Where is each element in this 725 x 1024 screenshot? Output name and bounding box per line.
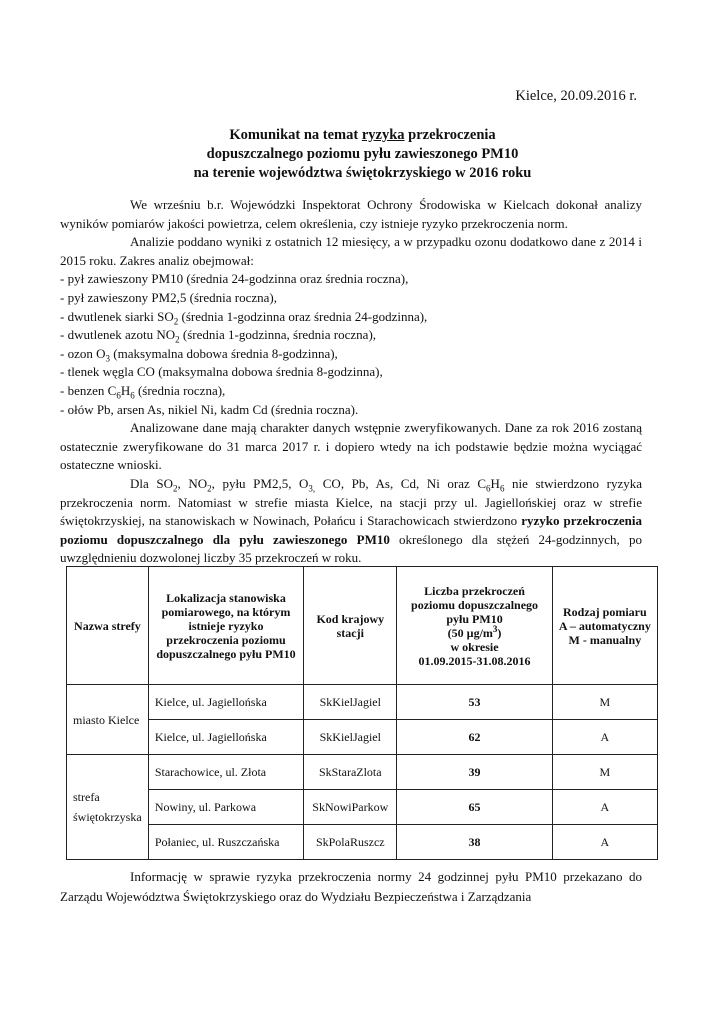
zone-cell — [67, 755, 149, 860]
pollutant-list — [60, 270, 642, 419]
header-type-line: M - manualny — [568, 632, 642, 647]
location-cell: Kielce, ul. Jagiellońska — [148, 685, 303, 720]
text: CO, Pb, As, Cd, Ni oraz C — [315, 475, 487, 491]
list-text: - dwutlenek azotu NO — [60, 327, 176, 343]
count-cell: 65 — [397, 790, 552, 825]
list-text: - dwutlenek siarki SO — [60, 308, 174, 324]
header-count-line: w okresie — [450, 639, 499, 654]
count-cell: 53 — [397, 685, 552, 720]
text: Dla SO — [130, 475, 173, 491]
title-line-1 — [60, 126, 665, 145]
list-text: (średnia roczna), — [134, 382, 226, 398]
document-body — [60, 196, 642, 568]
list-item — [60, 326, 642, 345]
zone-line: strefa — [73, 790, 100, 804]
unit-text: ) — [497, 625, 502, 640]
subscript: 2 — [173, 316, 179, 327]
subscript: 3 — [105, 353, 110, 364]
code-cell: SkKielJagiel — [304, 720, 397, 755]
paragraph-findings — [60, 475, 642, 568]
title-line-2: dopuszczalnego poziomu pyłu zawieszonego PM10 — [206, 146, 519, 162]
list-text: (średnia 1-godzinna, średnia roczna), — [179, 327, 377, 343]
list-text: - benzen C — [60, 382, 117, 398]
unit-text: (50 µg/m — [447, 625, 493, 640]
code-cell: SkStaraZlota — [304, 755, 397, 790]
code-cell: SkKielJagiel — [304, 685, 397, 720]
header-code: Kod krajowy stacji — [304, 567, 397, 685]
type-cell: M — [552, 685, 657, 720]
paragraph-verification: Analizowane dane mają charakter danych wstępnie zweryfikowanych. Dane za rok 2016 zostaną ostatecznie zweryfikowane do 31 marca 2017 r. i dopiero wtedy na ich podstawie będzie można wyciągać ostateczne wnioski. — [60, 420, 642, 473]
header-zone: Nazwa strefy — [67, 567, 149, 685]
paragraph-scope: Analizie poddano wyniki z ostatnich 12 miesięcy, a w przypadku ozonu dodatkowo dane z 2014 i 2015 roku. Zakres analiz obejmował: — [60, 234, 642, 268]
list-item — [60, 345, 642, 364]
count-cell: 38 — [397, 825, 552, 860]
list-item: - tlenek węgla CO (maksymalna dobowa średnia 8-godzinna), — [60, 364, 383, 380]
text: , NO — [177, 475, 208, 491]
text: określonego dla stężeń 24-godzinnych, po uwzględnieniu dozwolonej liczby 35 przekroczeń w roku. — [60, 531, 642, 566]
text: H — [490, 475, 500, 491]
paragraph-intro: We wrześniu b.r. Wojewódzki Inspektorat Ochrony Środowiska w Kielcach dokonał analizy wyników pomiarów jakości powietrza, celem określenia, czy istnieje ryzyko przekroczenia norm. — [60, 197, 642, 231]
zone-cell: miasto Kielce — [67, 685, 149, 755]
subscript: 6 — [130, 390, 135, 401]
subscript: 2 — [207, 483, 212, 494]
header-count — [397, 567, 552, 685]
type-cell: A — [552, 720, 657, 755]
superscript: 3 — [492, 623, 498, 634]
subscript: 6 — [116, 390, 121, 401]
paragraph-notification: Informację w sprawie ryzyka przekroczenia normy 24 godzinnej pyłu PM10 przekazano do Zarządu Województwa Świętokrzyskiego oraz do Wydziału Bezpieczeństwa i Zarządzania — [60, 869, 642, 904]
subscript: 3, — [308, 483, 316, 494]
location-cell: Połaniec, ul. Ruszczańska — [148, 825, 303, 860]
location-cell: Nowiny, ul. Parkowa — [148, 790, 303, 825]
document-date: Kielce, 20.09.2016 r. — [515, 88, 637, 104]
subscript: 2 — [172, 483, 178, 494]
count-cell: 62 — [397, 720, 552, 755]
code-cell: SkPolaRuszcz — [304, 825, 397, 860]
list-text: (średnia 1-godzinna oraz średnia 24-godzinna), — [178, 308, 428, 324]
table-row — [67, 685, 658, 720]
type-cell: A — [552, 825, 657, 860]
table-header-row — [67, 567, 658, 685]
title-underlined-word: ryzyka — [361, 127, 405, 143]
list-item: - pył zawieszony PM10 (średnia 24-godzinna oraz średnia roczna), — [60, 271, 409, 287]
header-location: Lokalizacja stanowiska pomiarowego, na którym istnieje ryzyko przekroczenia poziomu dopuszczalnego pyłu PM10 — [148, 567, 303, 685]
table-row — [67, 825, 658, 860]
list-text: - ozon O — [60, 345, 106, 361]
list-item: - pył zawieszony PM2,5 (średnia roczna), — [60, 289, 277, 305]
type-cell: A — [552, 790, 657, 825]
header-count-unit — [403, 623, 545, 640]
list-item — [60, 308, 642, 327]
subscript: 6 — [499, 483, 505, 494]
header-count-line: Liczba przekroczeń poziomu dopuszczalnego pyłu PM10 — [411, 583, 539, 626]
location-cell: Kielce, ul. Jagiellońska — [148, 720, 303, 755]
list-item — [60, 382, 642, 401]
document-footer — [60, 867, 642, 907]
title-line-3: na terenie województwa świętokrzyskiego w 2016 roku — [193, 165, 532, 181]
zone-line: świętokrzyska — [73, 810, 142, 824]
title-text: przekroczenia — [404, 127, 496, 143]
table-row — [67, 790, 658, 825]
count-cell: 39 — [397, 755, 552, 790]
header-count-period: 01.09.2015-31.08.2016 — [418, 653, 531, 668]
subscript: 2 — [175, 334, 180, 345]
list-item: - ołów Pb, arsen As, nikiel Ni, kadm Cd (średnia roczna). — [60, 401, 359, 417]
bold-finding: ryzyko przekroczenia poziomu dopuszczalnego dla pyłu zawieszonego PM10 — [60, 513, 643, 547]
list-text: H — [120, 382, 131, 398]
location-cell: Starachowice, ul. Złota — [148, 755, 303, 790]
text: , pyłu PM2,5, O — [211, 475, 309, 491]
table-row — [67, 755, 658, 790]
header-type-line: Rodzaj pomiaru — [563, 604, 647, 619]
type-cell: M — [552, 755, 657, 790]
subscript: 6 — [486, 483, 491, 494]
header-type-line: A – automatyczny — [558, 618, 651, 633]
code-cell: SkNowiParkow — [304, 790, 397, 825]
exceedance-table — [66, 566, 658, 860]
header-type — [552, 567, 657, 685]
text: nie stwierdzono ryzyka przekroczenia norm. Natomiast w strefie miasta Kielce, na stacji przy ul. Jagiellońskiej oraz w strefie świętokrzyskiej, na stanowiskach w Nowinach, Połańcu i Starachowicach stwierdzono — [60, 475, 643, 529]
document-title — [60, 126, 665, 183]
title-text: Komunikat na temat — [229, 127, 362, 143]
list-text: (maksymalna dobowa średnia 8-godzinna), — [110, 345, 338, 361]
table-row — [67, 720, 658, 755]
